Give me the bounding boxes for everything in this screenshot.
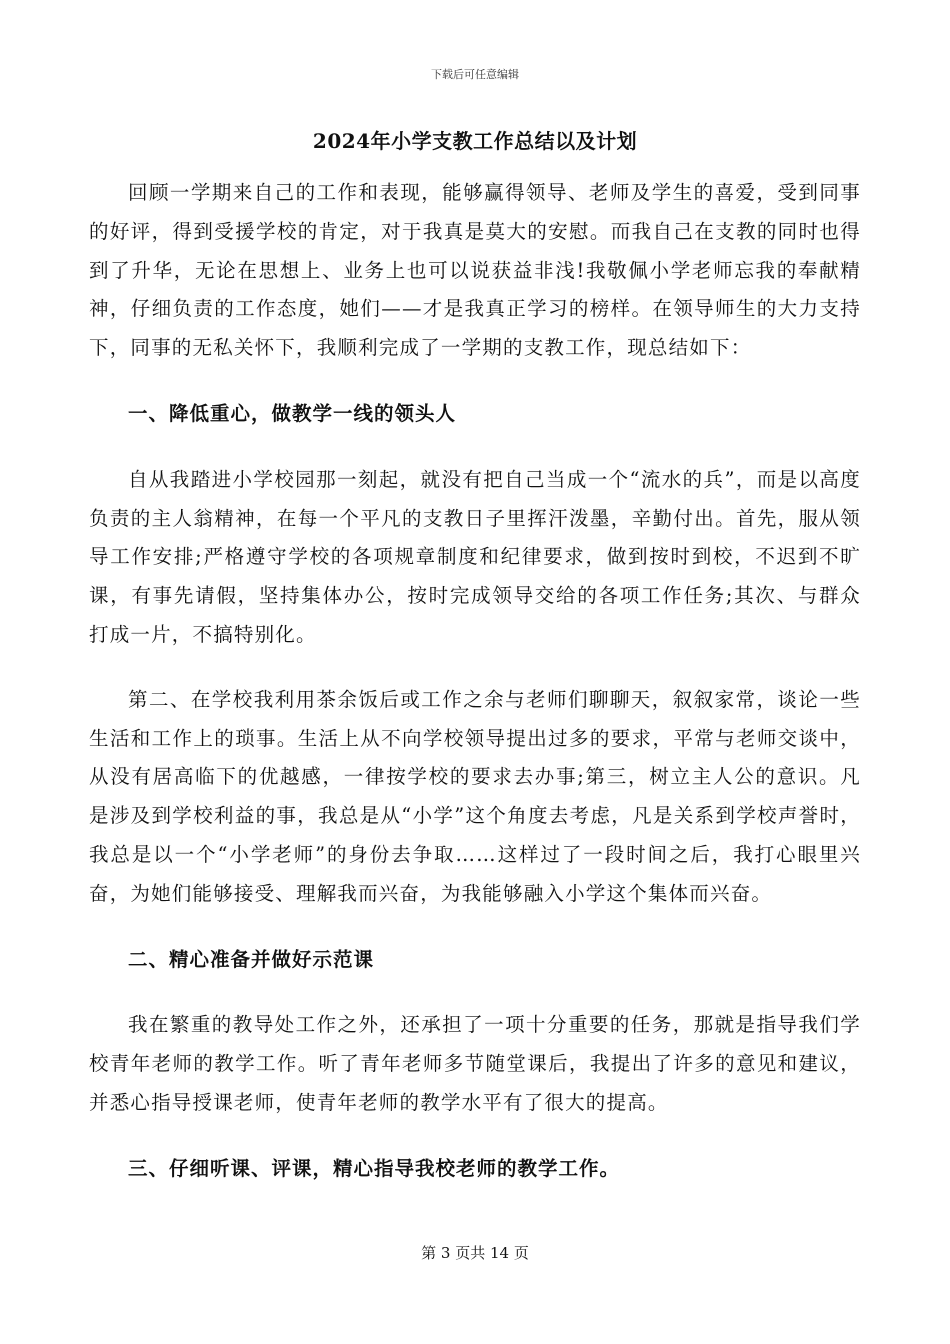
- section-heading-3: 三、仔细听课、评课，精心指导我校老师的教学工作。: [128, 1156, 621, 1180]
- document-body: [89, 174, 861, 1189]
- page-number: 第 3 页共 14 页: [421, 1244, 529, 1262]
- header-note: 下载后可任意编辑: [431, 68, 519, 81]
- document-title: 2024年小学支教工作总结以及计划: [312, 129, 638, 153]
- section-heading-1: 一、降低重心，做教学一线的领头人: [128, 401, 457, 425]
- section-1-paragraph-2: 第二、在学校我利用茶余饭后或工作之余与老师们聊聊天，叙叙家常，谈论一些生活和工作上的琐事。生活上从不向学校领导提出过多的要求，平常与老师交谈中，从没有居高临下的优越感，一律按学校的要求去办事;第三，树立主人公的意识。凡是涉及到学校利益的事，我总是从“小学”这个角度去考虑，凡是关系到学校声誉时，我总是以一个“小学老师”的身份去争取……这样过了一段时间之后，我打心眼里兴奋，为她们能够接受、理解我而兴奋，为我能够融入小学这个集体而兴奋。: [89, 687, 861, 905]
- section-heading-2: 二、精心准备并做好示范课: [128, 947, 375, 971]
- section-2-paragraph-1: 我在繁重的教导处工作之外，还承担了一项十分重要的任务，那就是指导我们学校青年老师的教学工作。听了青年老师多节随堂课后，我提出了许多的意见和建议，并悉心指导授课老师，使青年老师的教学水平有了很大的提高。: [89, 1013, 861, 1114]
- intro-paragraph: 回顾一学期来自己的工作和表现，能够赢得领导、老师及学生的喜爱，受到同事的好评，得到受援学校的肯定，对于我真是莫大的安慰。而我自己在支教的同时也得到了升华，无论在思想上、业务上也可以说获益非浅!我敬佩小学老师忘我的奉献精神，仔细负责的工作态度，她们——才是我真正学习的榜样。在领导师生的大力支持下，同事的无私关怀下，我顺利完成了一学期的支教工作，现总结如下：: [89, 181, 861, 360]
- section-1-paragraph-1: 自从我踏进小学校园那一刻起，就没有把自己当成一个“流水的兵”，而是以高度负责的主人翁精神，在每一个平凡的支教日子里挥汗泼墨，辛勤付出。首先，服从领导工作安排;严格遵守学校的各项规章制度和纪律要求，做到按时到校，不迟到不旷课，有事先请假，坚持集体办公，按时完成领导交给的各项工作任务;其次、与群众打成一片，不搞特别化。: [89, 467, 861, 646]
